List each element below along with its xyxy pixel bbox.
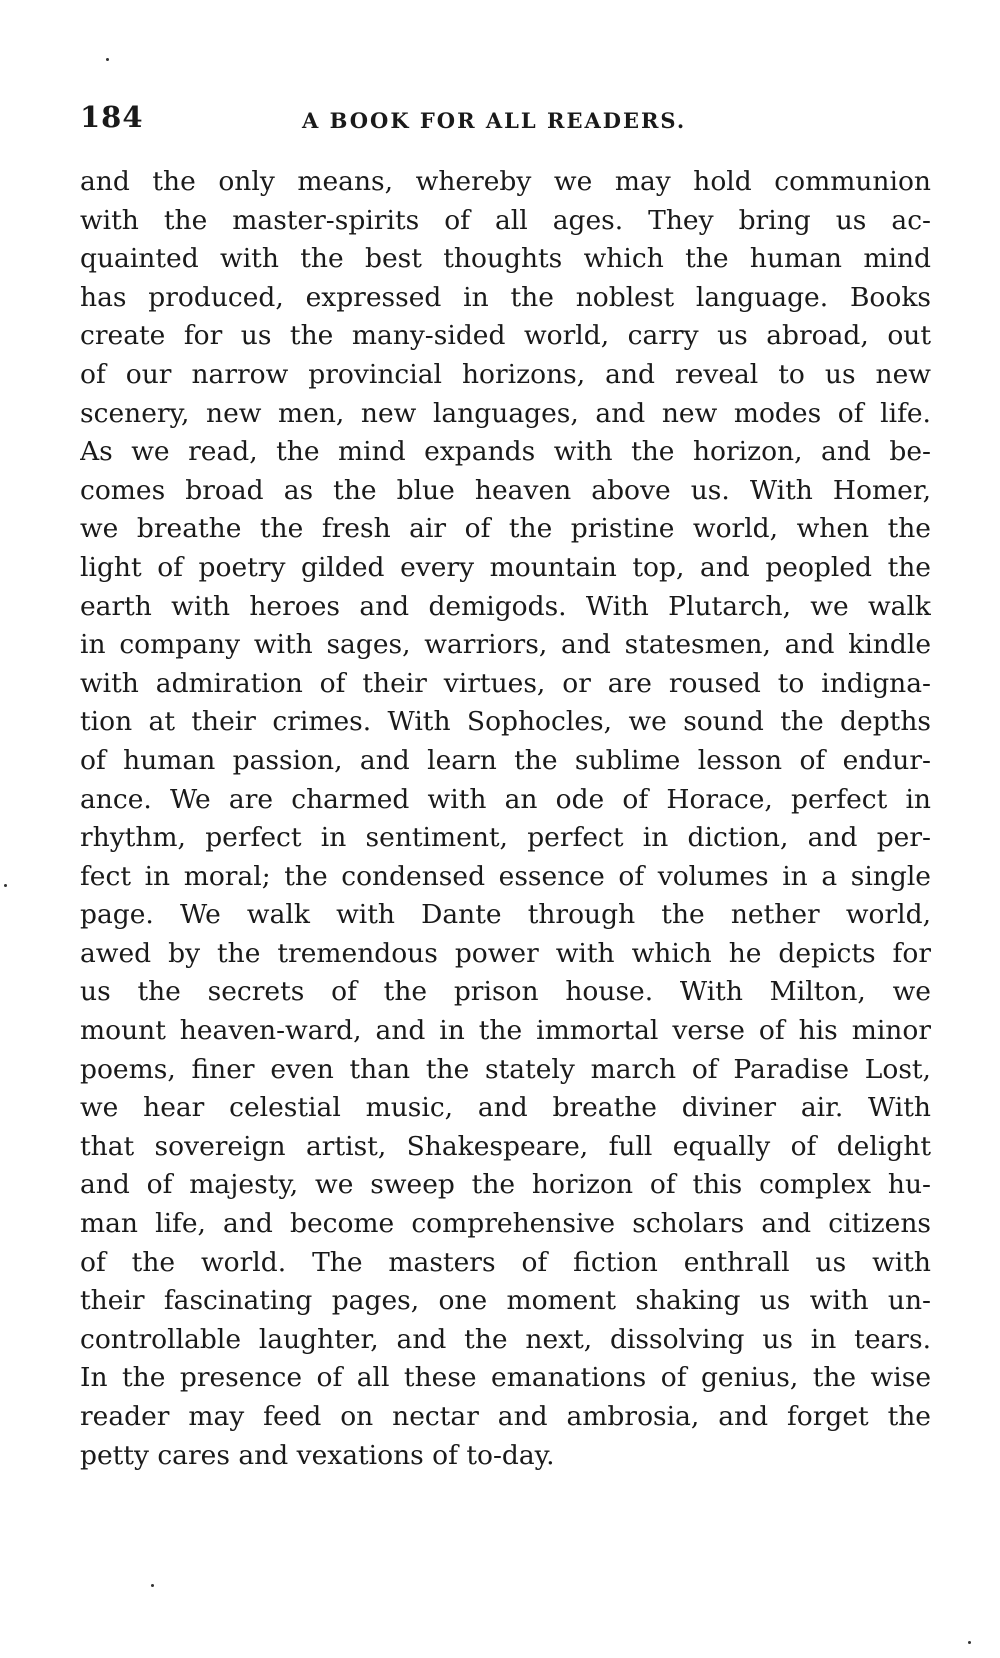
text-line: with the master-spirits of all ages. They bring us ac- [80, 204, 931, 236]
text-line: rhythm, perfect in sentiment, perfect in diction, and per- [80, 822, 931, 854]
print-speck [106, 58, 109, 61]
page-number: 184 [80, 100, 144, 134]
text-line: quainted with the best thoughts which the human mind [80, 243, 931, 275]
text-line: mount heaven-ward, and in the immortal verse of his minor [80, 1015, 931, 1047]
body-text [80, 163, 931, 1475]
running-title: A BOOK FOR ALL READERS. [302, 108, 687, 133]
text-line: reader may feed on nectar and ambrosia, and forget the [80, 1401, 931, 1432]
text-line: create for us the many-sided world, carry us abroad, out [80, 320, 931, 352]
text-line: petty cares and vexations of to-day. [80, 1439, 555, 1471]
text-line: has produced, expressed in the noblest language. Books [80, 281, 931, 313]
text-line: scenery, new men, new languages, and new modes of life. [80, 397, 931, 429]
text-line: their fascinating pages, one moment shaking us with un- [80, 1285, 931, 1317]
text-line: of our narrow provincial horizons, and reveal to us new [80, 358, 931, 390]
text-line: light of poetry gilded every mountain top, and peopled the [80, 551, 931, 583]
text-line: poems, finer even than the stately march of Paradise Lost, [80, 1053, 931, 1085]
text-line: that sovereign artist, Shakespeare, full equally of delight [80, 1130, 931, 1162]
text-line: of human passion, and learn the sublime lesson of endur- [80, 744, 931, 776]
text-line: As we read, the mind expands with the horizon, and be- [80, 436, 931, 468]
text-line: in company with sages, warriors, and statesmen, and kindle [80, 629, 931, 661]
print-speck [151, 1584, 154, 1587]
text-line: page. We walk with Dante through the nether world, [80, 899, 931, 931]
text-line: man life, and become comprehensive scholars and citizens [80, 1208, 931, 1240]
text-line: with admiration of their virtues, or are roused to indigna- [80, 667, 931, 699]
text-line: ance. We are charmed with an ode of Horace, perfect in [80, 783, 931, 815]
text-line: awed by the tremendous power with which he depicts for [80, 937, 931, 969]
text-line: In the presence of all these emanations of genius, the wise [80, 1362, 931, 1394]
text-line: fect in moral; the condensed essence of volumes in a single [80, 860, 931, 892]
text-line: earth with heroes and demigods. With Plutarch, we walk [80, 590, 931, 622]
text-line: and the only means, whereby we may hold communion [80, 166, 931, 197]
text-line: we hear celestial music, and breathe diviner air. With [80, 1092, 931, 1124]
text-line: and of majesty, we sweep the horizon of this complex hu- [80, 1169, 931, 1201]
text-line: tion at their crimes. With Sophocles, we sound the depths [80, 706, 931, 738]
text-line: controllable laughter, and the next, dissolving us in tears. [80, 1323, 931, 1355]
text-line: us the secrets of the prison house. With Milton, we [80, 976, 931, 1008]
text-line: we breathe the fresh air of the pristine world, when the [80, 513, 931, 545]
print-speck [968, 1641, 971, 1644]
page-header [80, 100, 930, 140]
text-line: comes broad as the blue heaven above us. With Homer, [80, 474, 931, 506]
text-line: of the world. The masters of fiction enthrall us with [80, 1246, 931, 1278]
print-speck [4, 884, 7, 887]
